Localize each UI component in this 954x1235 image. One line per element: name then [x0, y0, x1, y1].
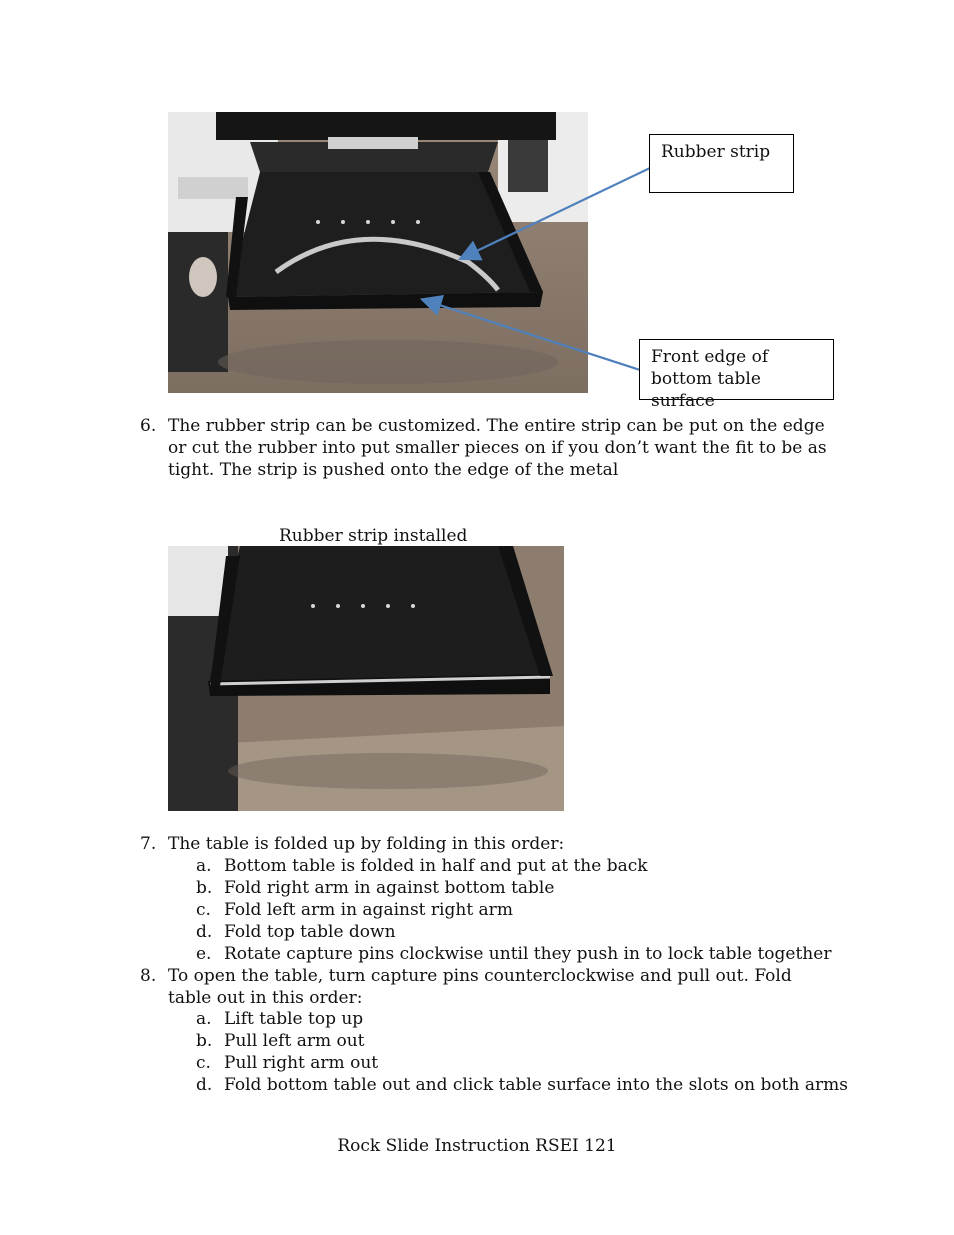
sub-letter: b. — [196, 878, 213, 898]
sub-text: Bottom table is folded in half and put at the back — [224, 856, 648, 876]
sub-text: Fold bottom table out and click table surface into the slots on both arms — [224, 1075, 848, 1095]
step-7-sub-b — [196, 877, 836, 899]
sub-letter: a. — [196, 856, 212, 876]
arrow-rubber-strip — [462, 168, 650, 258]
step-6-number: 6. — [140, 416, 157, 436]
caption-rubber-strip-installed: Rubber strip installed — [279, 526, 468, 546]
callout-rubber-strip-text: Rubber strip — [661, 142, 771, 162]
step-8-sub-d — [196, 1074, 848, 1096]
step-7-sub-a — [196, 855, 836, 877]
sub-letter: d. — [196, 1075, 213, 1095]
sub-letter: b. — [196, 1031, 213, 1051]
step-6 — [140, 415, 840, 485]
step-8-text: To open the table, turn capture pins counterclockwise and pull out. Fold table out in this order: — [168, 966, 792, 1008]
callout-rubber-strip — [649, 134, 794, 193]
sub-text: Lift table top up — [224, 1009, 364, 1029]
callout-front-edge-text: Front edge of bottom table surface — [651, 347, 769, 411]
sub-letter: a. — [196, 1009, 212, 1029]
step-7-sub-d — [196, 921, 836, 943]
sub-text: Fold left arm in against right arm — [224, 900, 513, 920]
step-7 — [140, 833, 840, 855]
step-8-number: 8. — [140, 966, 157, 986]
sub-letter: c. — [196, 1053, 211, 1073]
sub-text: Fold top table down — [224, 922, 396, 942]
step-7-number: 7. — [140, 834, 157, 854]
sub-letter: d. — [196, 922, 213, 942]
sub-letter: e. — [196, 944, 212, 964]
step-6-text: The rubber strip can be customized. The entire strip can be put on the edge or cut the rubber into put smaller pieces on if you don’t want the fit to be as tight. The strip is pushed onto the edge of the metal — [168, 416, 827, 480]
step-7-text: The table is folded up by folding in this order: — [168, 834, 565, 854]
step-7-sub-e — [196, 943, 836, 965]
sub-text: Pull left arm out — [224, 1031, 365, 1051]
step-8 — [140, 965, 840, 1009]
page-footer: Rock Slide Instruction RSEI 121 — [337, 1136, 617, 1156]
step-7-sub-c — [196, 899, 836, 921]
sub-text: Fold right arm in against bottom table — [224, 878, 555, 898]
sub-text: Pull right arm out — [224, 1053, 379, 1073]
step-8-sub-c — [196, 1052, 836, 1074]
sub-text: Rotate capture pins clockwise until they push in to lock table together — [224, 944, 832, 964]
step-8-sub-b — [196, 1030, 836, 1052]
callout-front-edge — [639, 339, 834, 411]
sub-letter: c. — [196, 900, 211, 920]
photo-rubber-strip-installed — [168, 546, 564, 811]
step-8-sub-a — [196, 1008, 836, 1030]
arrow-front-edge — [424, 300, 640, 370]
